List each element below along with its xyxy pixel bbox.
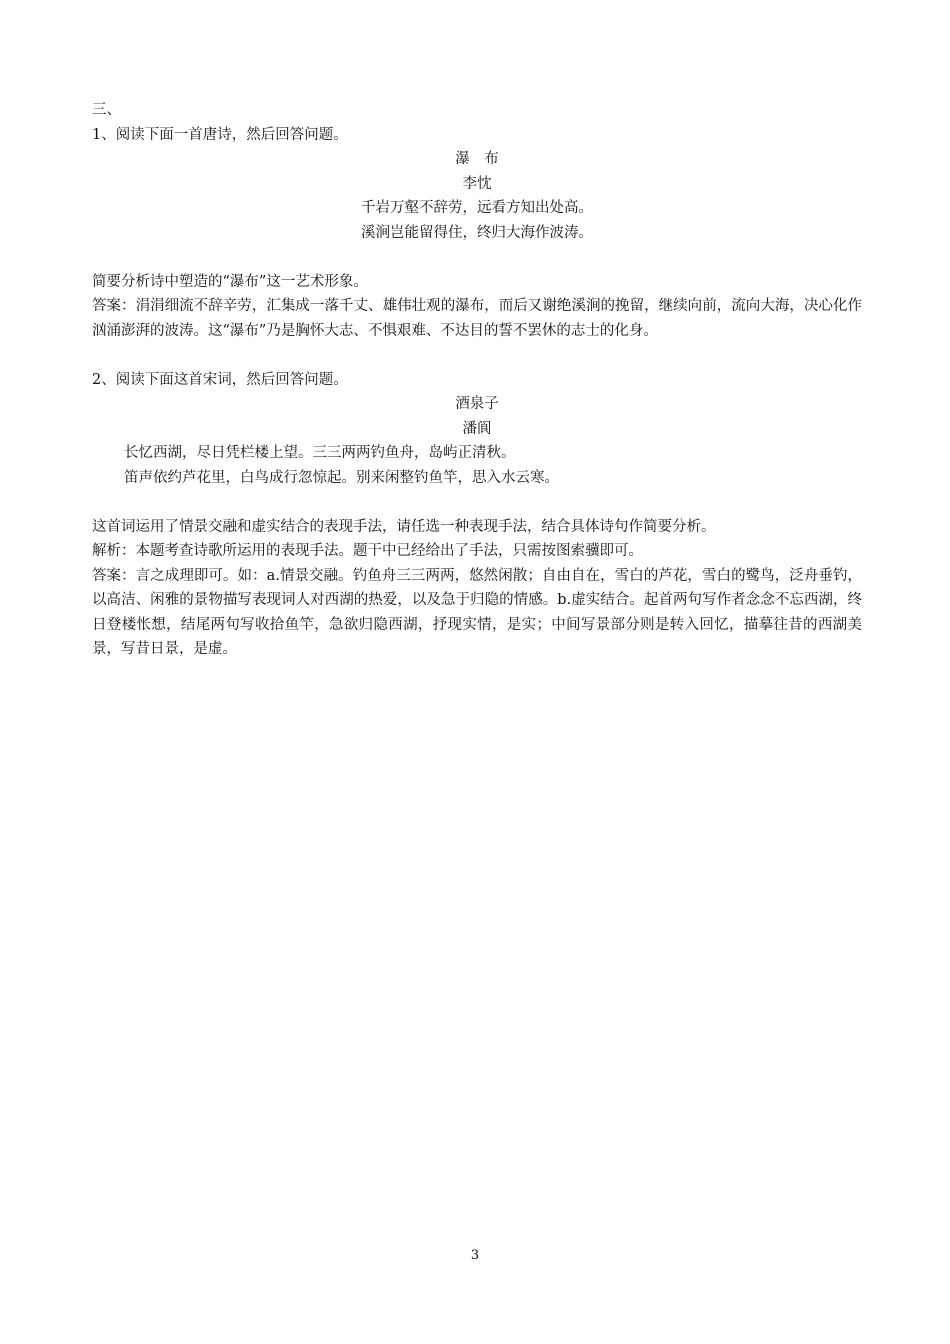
q2-analysis: 解析：本题考查诗歌所运用的表现手法。题干中已经给出了手法，只需按图索骥即可。	[92, 543, 643, 559]
q2-poem-title: 酒泉子	[455, 396, 499, 412]
q1-answer: 答案：涓涓细流不辞辛劳，汇集成一落千丈、雄伟壮观的瀑布，而后又谢绝溪涧的挽留，继续向前，流向大海，决心化作汹涌澎湃的波涛。这“瀑布”乃是胸怀大志、不惧艰难、不达目的誓不罢休的志士的化身。	[92, 298, 862, 339]
page-number: 3	[470, 1248, 480, 1263]
q2-poem-line-1: 长忆西湖，尽日凭栏楼上望。三三两两钓鱼舟，岛屿正清秋。	[124, 445, 516, 461]
q1-poem-line-1: 千岩万壑不辞劳，远看方知出处高。	[361, 200, 593, 216]
spacer	[92, 343, 862, 368]
q1-prompt: 1、阅读下面一首唐诗，然后回答问题。	[92, 126, 348, 143]
q1-poem-line-2: 溪涧岂能留得住，终归大海作波涛。	[361, 224, 593, 241]
spacer	[92, 245, 862, 270]
q2-prompt: 2、阅读下面这首宋词，然后回答问题。	[92, 371, 348, 388]
q1-poem-title: 瀑 布	[455, 151, 499, 167]
q2-poem-line-2: 笛声依约芦花里，白鸟成行忽惊起。别来闲整钓鱼竿，思入水云寒。	[124, 469, 559, 486]
q1-poem-author: 李忱	[462, 175, 492, 192]
q1-question: 简要分析诗中塑造的“瀑布”这一艺术形象。	[92, 273, 368, 290]
section-heading: 三、	[92, 102, 121, 118]
q2-question: 这首词运用了情景交融和虚实结合的表现手法，请任选一种表现手法，结合具体诗句作简要分析。	[92, 518, 716, 535]
document-page	[92, 98, 862, 662]
spacer	[92, 490, 862, 515]
q2-answer: 答案：言之成理即可。如：a.情景交融。钓鱼舟三三两两，悠然闲散；自由自在，雪白的芦花，雪白的鹭鸟，泛舟垂钓，以高洁、闲雅的景物描写表现词人对西湖的热爱，以及急于归隐的情感。b.虚实结合。起首两句写作者念念不忘西湖，终日登楼怅想，结尾两句写收拾鱼竿，急欲归隐西湖，抒现实情，是实；中间写景部分则是转入回忆，描摹往昔的西湖美景，写昔日景，是虚。	[92, 567, 862, 657]
q2-poem-author: 潘阆	[462, 420, 492, 437]
